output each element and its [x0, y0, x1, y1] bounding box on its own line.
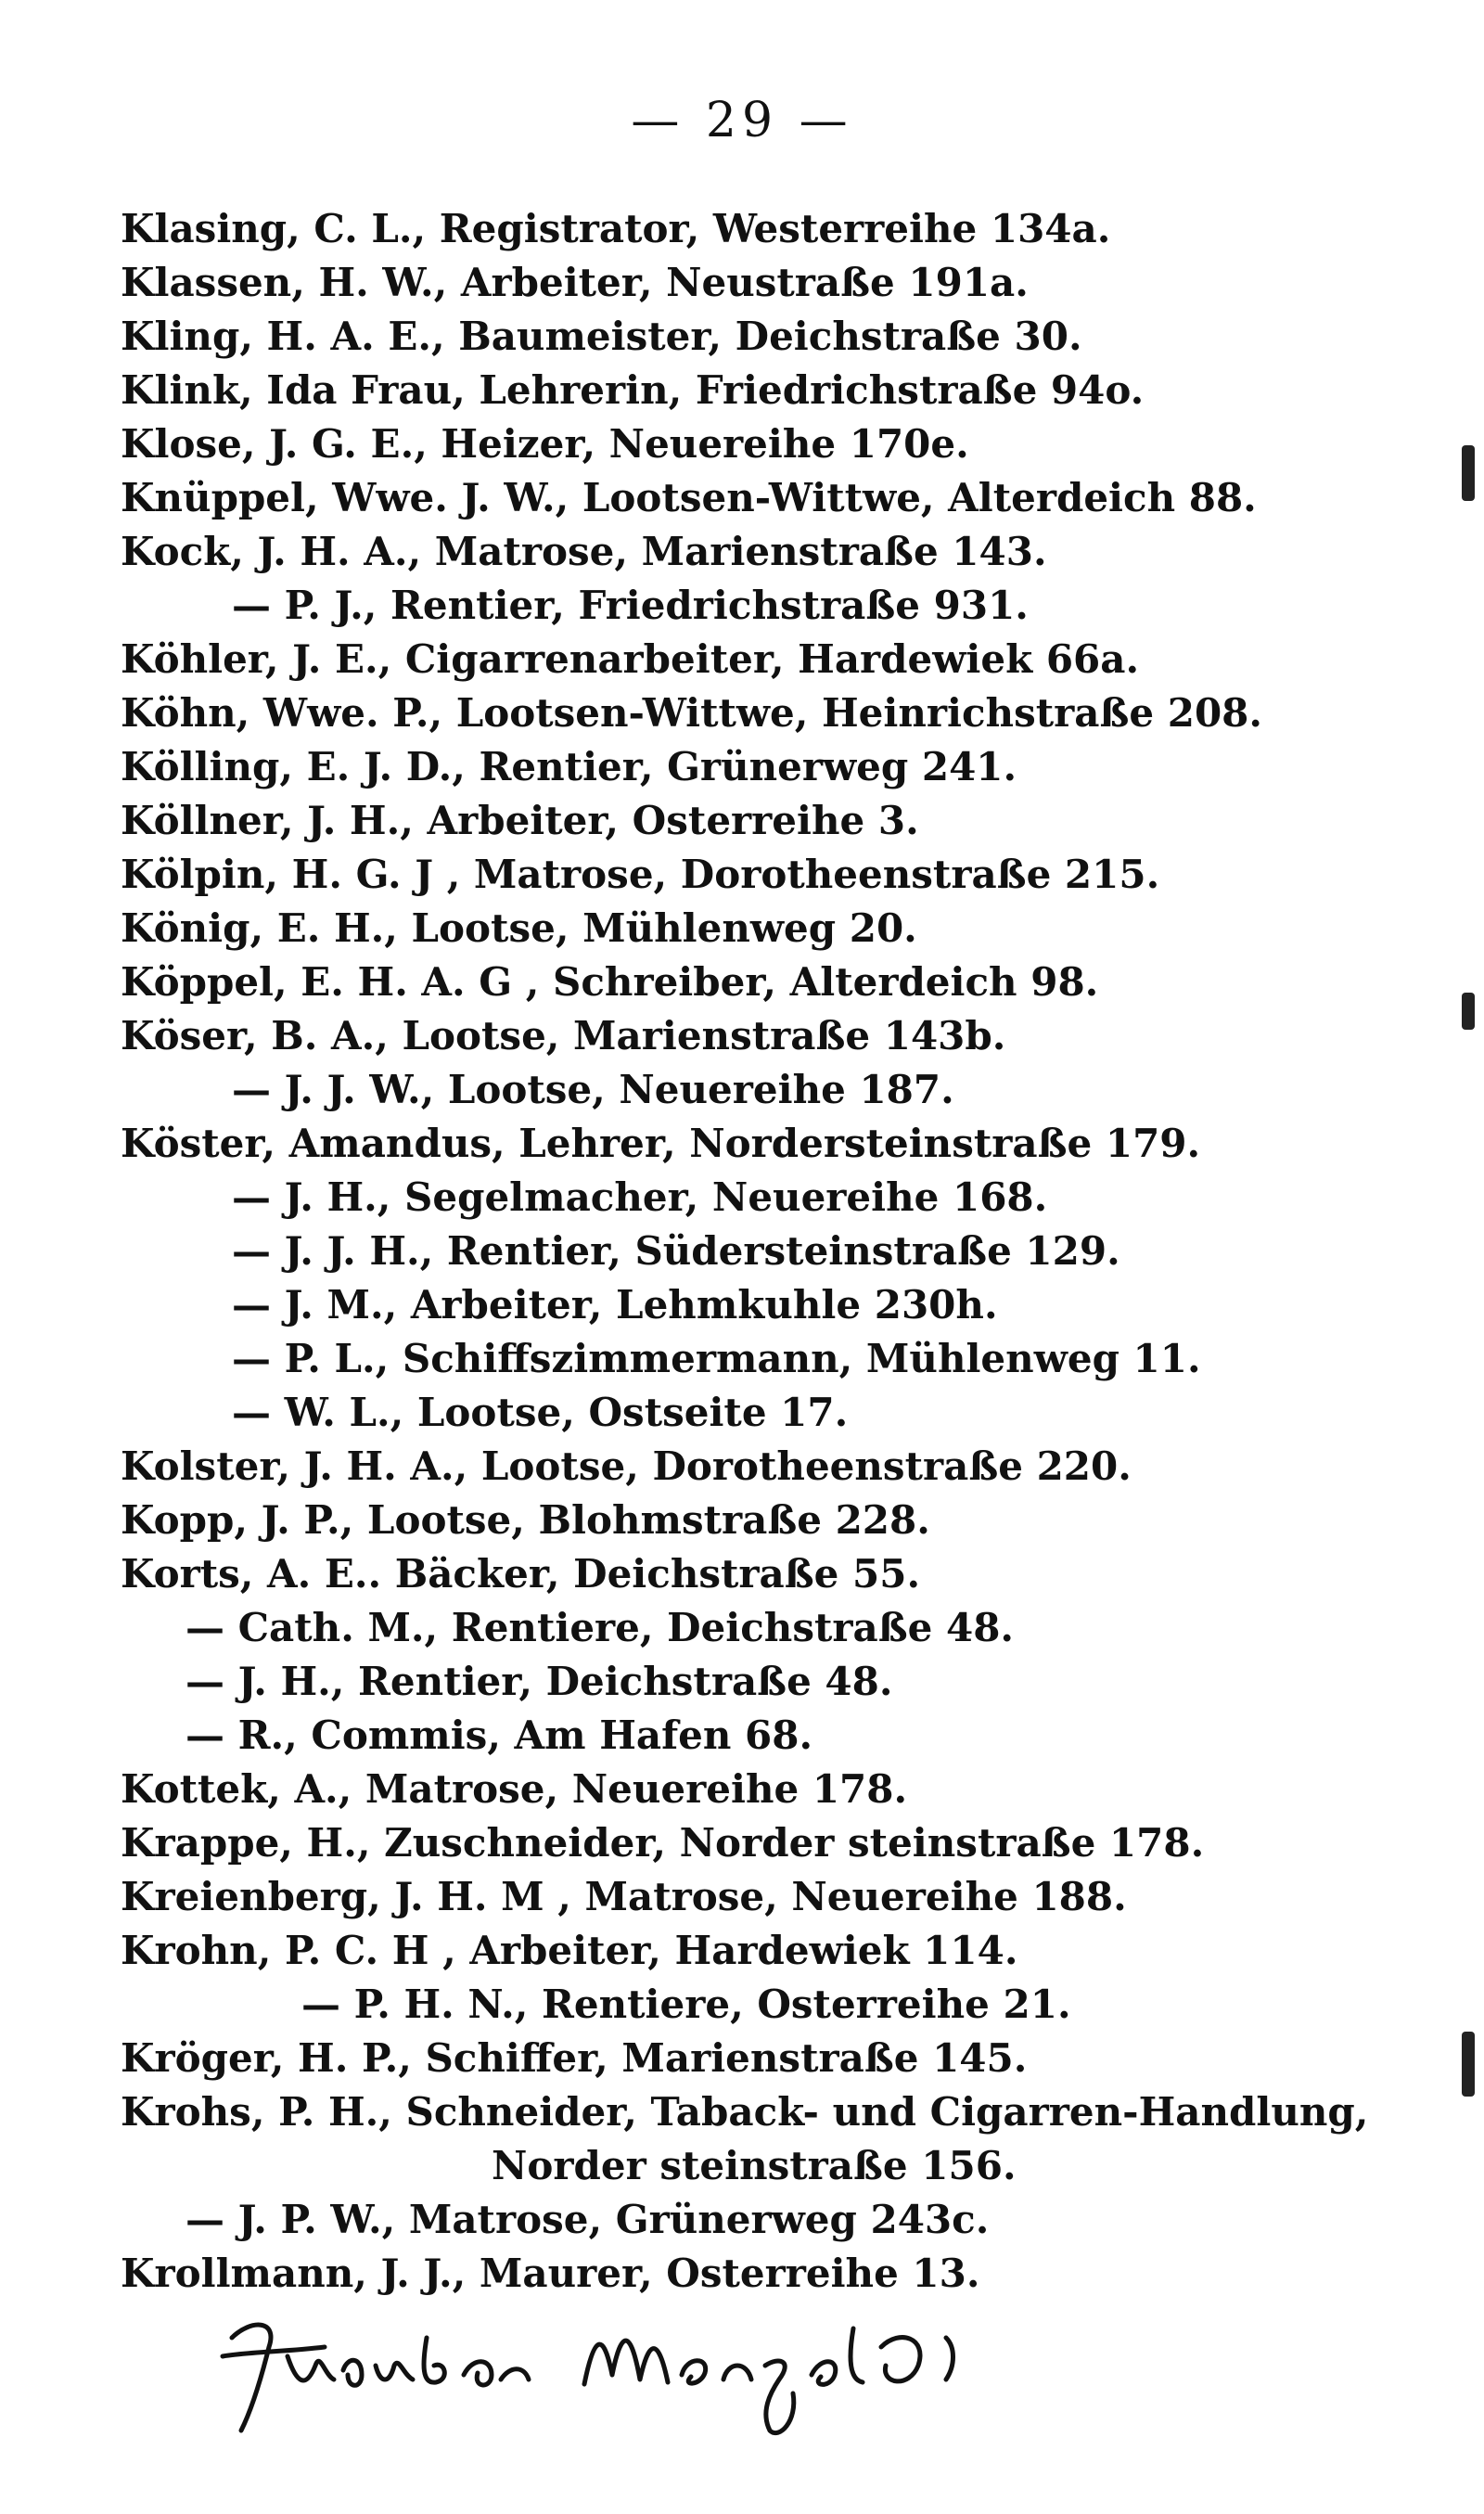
- directory-entry: — J. P. W., Matrose, Grünerweg 243c.: [186, 2197, 990, 2242]
- directory-entry: — J. M., Arbeiter, Lehmkuhle 230h.: [232, 1282, 998, 1328]
- directory-entry: — J. J. W., Lootse, Neuereihe 187.: [232, 1067, 954, 1112]
- directory-entry: Knüppel, Wwe. J. W., Lootsen-Wittwe, Alterdeich 88.: [121, 475, 1257, 520]
- directory-entry: — R., Commis, Am Hafen 68.: [186, 1712, 813, 1758]
- directory-entry: Kölling, E. J. D., Rentier, Grünerweg 241.: [121, 744, 1017, 789]
- directory-entry: Kopp, J. P., Lootse, Blohmstraße 228.: [121, 1497, 930, 1543]
- signature-drawing: [213, 2301, 1048, 2440]
- directory-entry: Kling, H. A. E., Baumeister, Deichstraße 30.: [121, 314, 1082, 359]
- directory-entry: Klassen, H. W., Arbeiter, Neustraße 191a.: [121, 260, 1029, 305]
- directory-entries: [121, 202, 1401, 2301]
- directory-entry: Klose, J. G. E., Heizer, Neuereihe 170e.: [121, 421, 969, 467]
- directory-entry: Kölpin, H. G. J , Matrose, Dorotheenstraße 215.: [121, 852, 1160, 897]
- directory-entry: Klink, Ida Frau, Lehrerin, Friedrichstraße 94o.: [121, 367, 1145, 413]
- directory-entry: — P. H. N., Rentiere, Osterreihe 21.: [301, 1982, 1071, 2027]
- directory-entry: — W. L., Lootse, Ostseite 17.: [232, 1390, 849, 1435]
- directory-entry: Norder steinstraße 156.: [492, 2143, 1017, 2188]
- scan-edge-mark: [1462, 993, 1475, 1030]
- directory-entry: Köllner, J. H., Arbeiter, Osterreihe 3.: [121, 798, 919, 843]
- directory-entry: Kock, J. H. A., Matrose, Marienstraße 143.: [121, 529, 1047, 574]
- directory-entry: — Cath. M., Rentiere, Deichstraße 48.: [186, 1605, 1015, 1650]
- directory-entry: Klasing, C. L., Registrator, Westerreihe 134a.: [121, 206, 1111, 251]
- directory-entry: Korts, A. E.. Bäcker, Deichstraße 55.: [121, 1551, 921, 1597]
- directory-entry: Krappe, H., Zuschneider, Norder steinstraße 178.: [121, 1820, 1205, 1866]
- directory-entry: — P. J., Rentier, Friedrichstraße 931.: [232, 583, 1029, 628]
- directory-entry: Köppel, E. H. A. G , Schreiber, Alterdeich 98.: [121, 959, 1099, 1005]
- directory-entry: — J. H., Rentier, Deichstraße 48.: [186, 1659, 893, 1704]
- directory-entry: Krohn, P. C. H , Arbeiter, Hardewiek 114.: [121, 1928, 1018, 1973]
- directory-entry: Köser, B. A., Lootse, Marienstraße 143b.: [121, 1013, 1006, 1058]
- directory-entry: — J. J. H., Rentier, Südersteinstraße 129.: [232, 1228, 1120, 1274]
- scan-edge-mark: [1462, 2032, 1475, 2097]
- directory-entry: Köhler, J. E., Cigarrenarbeiter, Hardewiek 66a.: [121, 636, 1140, 682]
- page-number: — 29 —: [631, 93, 853, 148]
- directory-entry: Kröger, H. P., Schiffer, Marienstraße 145.: [121, 2035, 1028, 2081]
- handwritten-signature: [213, 2301, 1048, 2440]
- scan-edge-mark: [1462, 445, 1475, 501]
- directory-entry: Kolster, J. H. A., Lootse, Dorotheenstraße 220.: [121, 1443, 1132, 1489]
- directory-entry: — J. H., Segelmacher, Neuereihe 168.: [232, 1174, 1048, 1220]
- directory-entry: Krohs, P. H., Schneider, Taback- und Cigarren-Handlung,: [121, 2089, 1369, 2135]
- directory-entry: Köhn, Wwe. P., Lootsen-Wittwe, Heinrichstraße 208.: [121, 690, 1263, 736]
- directory-entry: Köster, Amandus, Lehrer, Nordersteinstraße 179.: [121, 1121, 1201, 1166]
- directory-entry: Kreienberg, J. H. M , Matrose, Neuereihe 188.: [121, 1874, 1127, 1919]
- directory-entry: König, E. H., Lootse, Mühlenweg 20.: [121, 905, 917, 951]
- directory-entry: Krollmann, J. J., Maurer, Osterreihe 13.: [121, 2251, 980, 2296]
- directory-entry: Kottek, A., Matrose, Neuereihe 178.: [121, 1766, 908, 1812]
- directory-entry: — P. L., Schiffszimmermann, Mühlenweg 11.: [232, 1336, 1201, 1381]
